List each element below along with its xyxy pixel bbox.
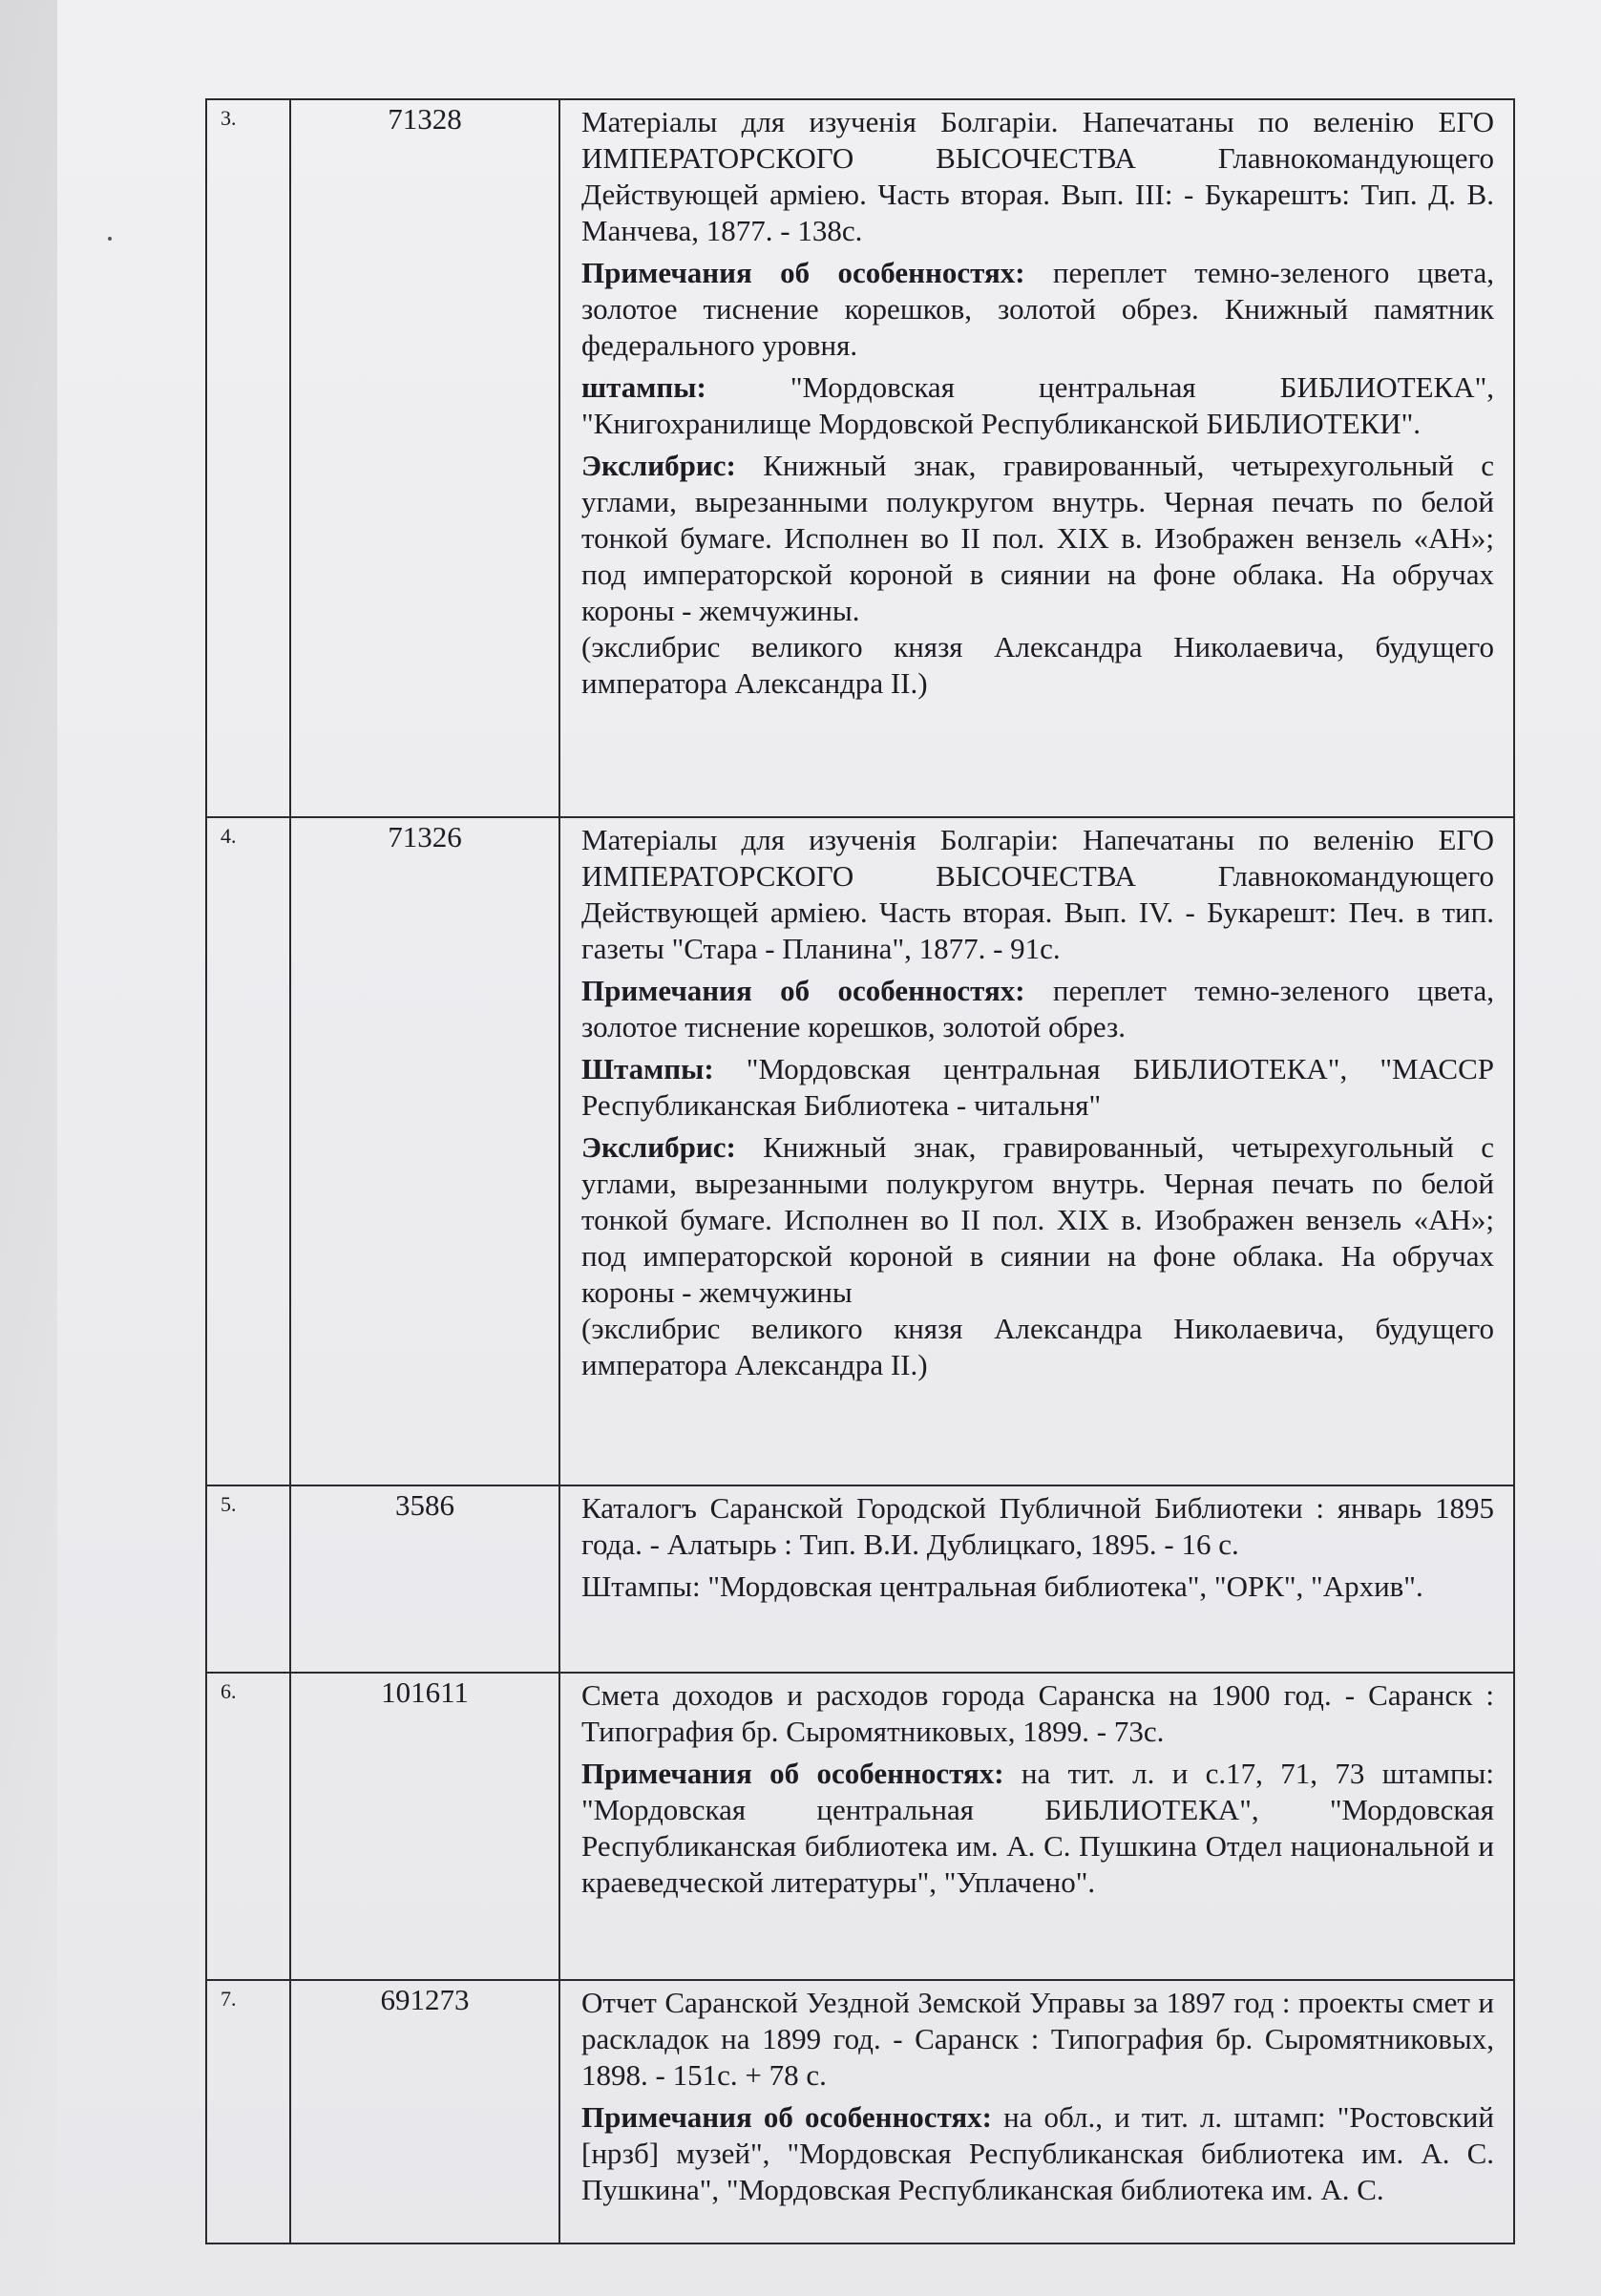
exlibris-paragraph [581,1129,1494,1311]
stamps-paragraph [581,1051,1494,1124]
notes-paragraph [581,1756,1494,1901]
stamps-text: "Мордовская центральная БИБЛИОТЕКА", "Книгохранилище Мордовской Республиканской БИБЛИОТЕКИ". [581,370,1494,440]
exlibris-label: Экслибрис: [581,1130,736,1164]
inventory-number: 71328 [290,99,559,817]
description-cell [559,1980,1514,2243]
stamps-paragraph: Штампы: "Мордовская центральная библиотека", "ОРК", "Архив". [581,1569,1423,1603]
description-cell [559,1485,1514,1673]
exlibris-note: (экслибрис великого князя Александра Николаевича, будущего императора Александра II.) [581,1312,1494,1381]
paper-speck [108,237,112,241]
inventory-number: 71326 [290,817,559,1485]
notes-paragraph [581,973,1494,1045]
notes-paragraph [581,255,1494,364]
notes-text: переплет темно-зеленого цвета, золотое тиснение корешков, золотой обрез. [581,974,1494,1043]
table-row [206,1485,1514,1673]
table-row [206,817,1514,1485]
notes-text: на обл., и тит. л. штамп: "Ростовский [нрзб] музей", "Мордовская Республиканская библиотека им. А. С. Пушкина", "Мордовская Республиканская библиотека им. А. С. [581,2100,1494,2206]
stamps-label: штампы: [581,370,706,404]
book-title: Матеріалы для изученія Болгаріи: Напечатаны по веленію ЕГО ИМПЕРАТОРСКОГО ВЫСОЧЕСТВА Главнокомандующего Действующей арміею. Часть вторая. Вып. IV. - Букарешт: Печ. в тип. газеты "Стара - Планина", 1877. - 91с. [581,823,1494,965]
inventory-number: 3586 [290,1485,559,1673]
catalog-table [205,98,1515,2244]
exlibris-text: Книжный знак, гравированный, четырехугольный с углами, вырезанными полукругом внутрь. Черная печать по белой тонкой бумаге. Исполнен во II пол. XIX в. Изображен вензель «АН»; под императорской короной в сиянии на фоне облака. На обручах короны - жемчужины. [581,449,1494,627]
row-number: 7. [206,1980,290,2243]
book-title: Смета доходов и расходов города Саранска на 1900 год. - Саранск : Типография бр. Сыромятниковых, 1899. - 73с. [581,1678,1494,1748]
row-number: 5. [206,1485,290,1673]
description-cell [559,817,1514,1485]
table-row [206,1980,1514,2243]
description-cell [559,99,1514,817]
book-title: Отчет Саранской Уездной Земской Управы за 1897 год : проекты смет и раскладок на 1899 год. - Саранск : Типография бр. Сыромятниковых, 1898. - 151с. + 78 с. [581,1986,1494,2092]
inventory-number: 691273 [290,1980,559,2243]
notes-label: Примечания об особенностях: [581,974,1025,1007]
stamps-text: "Мордовская центральная БИБЛИОТЕКА", "МАССР Республиканская Библиотека - читальня" [581,1052,1494,1122]
table-row [206,1673,1514,1980]
stamps-paragraph [581,369,1494,442]
notes-text: переплет темно-зеленого цвета, золотое тиснение корешков, золотой обрез. Книжный памятник федерального уровня. [581,256,1494,362]
row-number: 3. [206,99,290,817]
exlibris-note: (экслибрис великого князя Александра Николаевича, будущего императора Александра II.) [581,630,1494,700]
notes-label: Примечания об особенностях: [581,256,1025,289]
notes-label: Примечания об особенностях: [581,1757,1004,1790]
inventory-number: 101611 [290,1673,559,1980]
notes-label: Примечания об особенностях: [581,2100,992,2134]
book-title: Каталогъ Саранской Городской Публичной Библиотеки : январь 1895 года. - Алатырь : Тип. В.И. Дублицкаго, 1895. - 16 с. [581,1491,1494,1561]
exlibris-label: Экслибрис: [581,449,736,482]
notes-paragraph [581,2099,1494,2208]
row-number: 4. [206,817,290,1485]
exlibris-paragraph [581,448,1494,629]
row-number: 6. [206,1673,290,1980]
exlibris-text: Книжный знак, гравированный, четырехугольный с углами, вырезанными полукругом внутрь. Черная печать по белой тонкой бумаге. Исполнен во II пол. XIX в. Изображен вензель «АН»; под императорской короной в сиянии на фоне облака. На обручах короны - жемчужины [581,1130,1494,1309]
notes-text: на тит. л. и с.17, 71, 73 штампы: "Мордовская центральная БИБЛИОТЕКА", "Мордовская Республиканская библиотека им. А. С. Пушкина Отдел национальной и краеведческой литературы", "Уплачено". [581,1757,1494,1899]
stamps-label: Штампы: [581,1052,714,1085]
description-cell [559,1673,1514,1980]
book-title: Матеріалы для изученія Болгаріи. Напечатаны по веленію ЕГО ИМПЕРАТОРСКОГО ВЫСОЧЕСТВА Главнокомандующего Действующей арміею. Часть вторая. Вып. III: - Букарештъ: Тип. Д. В. Манчева, 1877. - 138с. [581,105,1494,247]
table-row [206,99,1514,817]
